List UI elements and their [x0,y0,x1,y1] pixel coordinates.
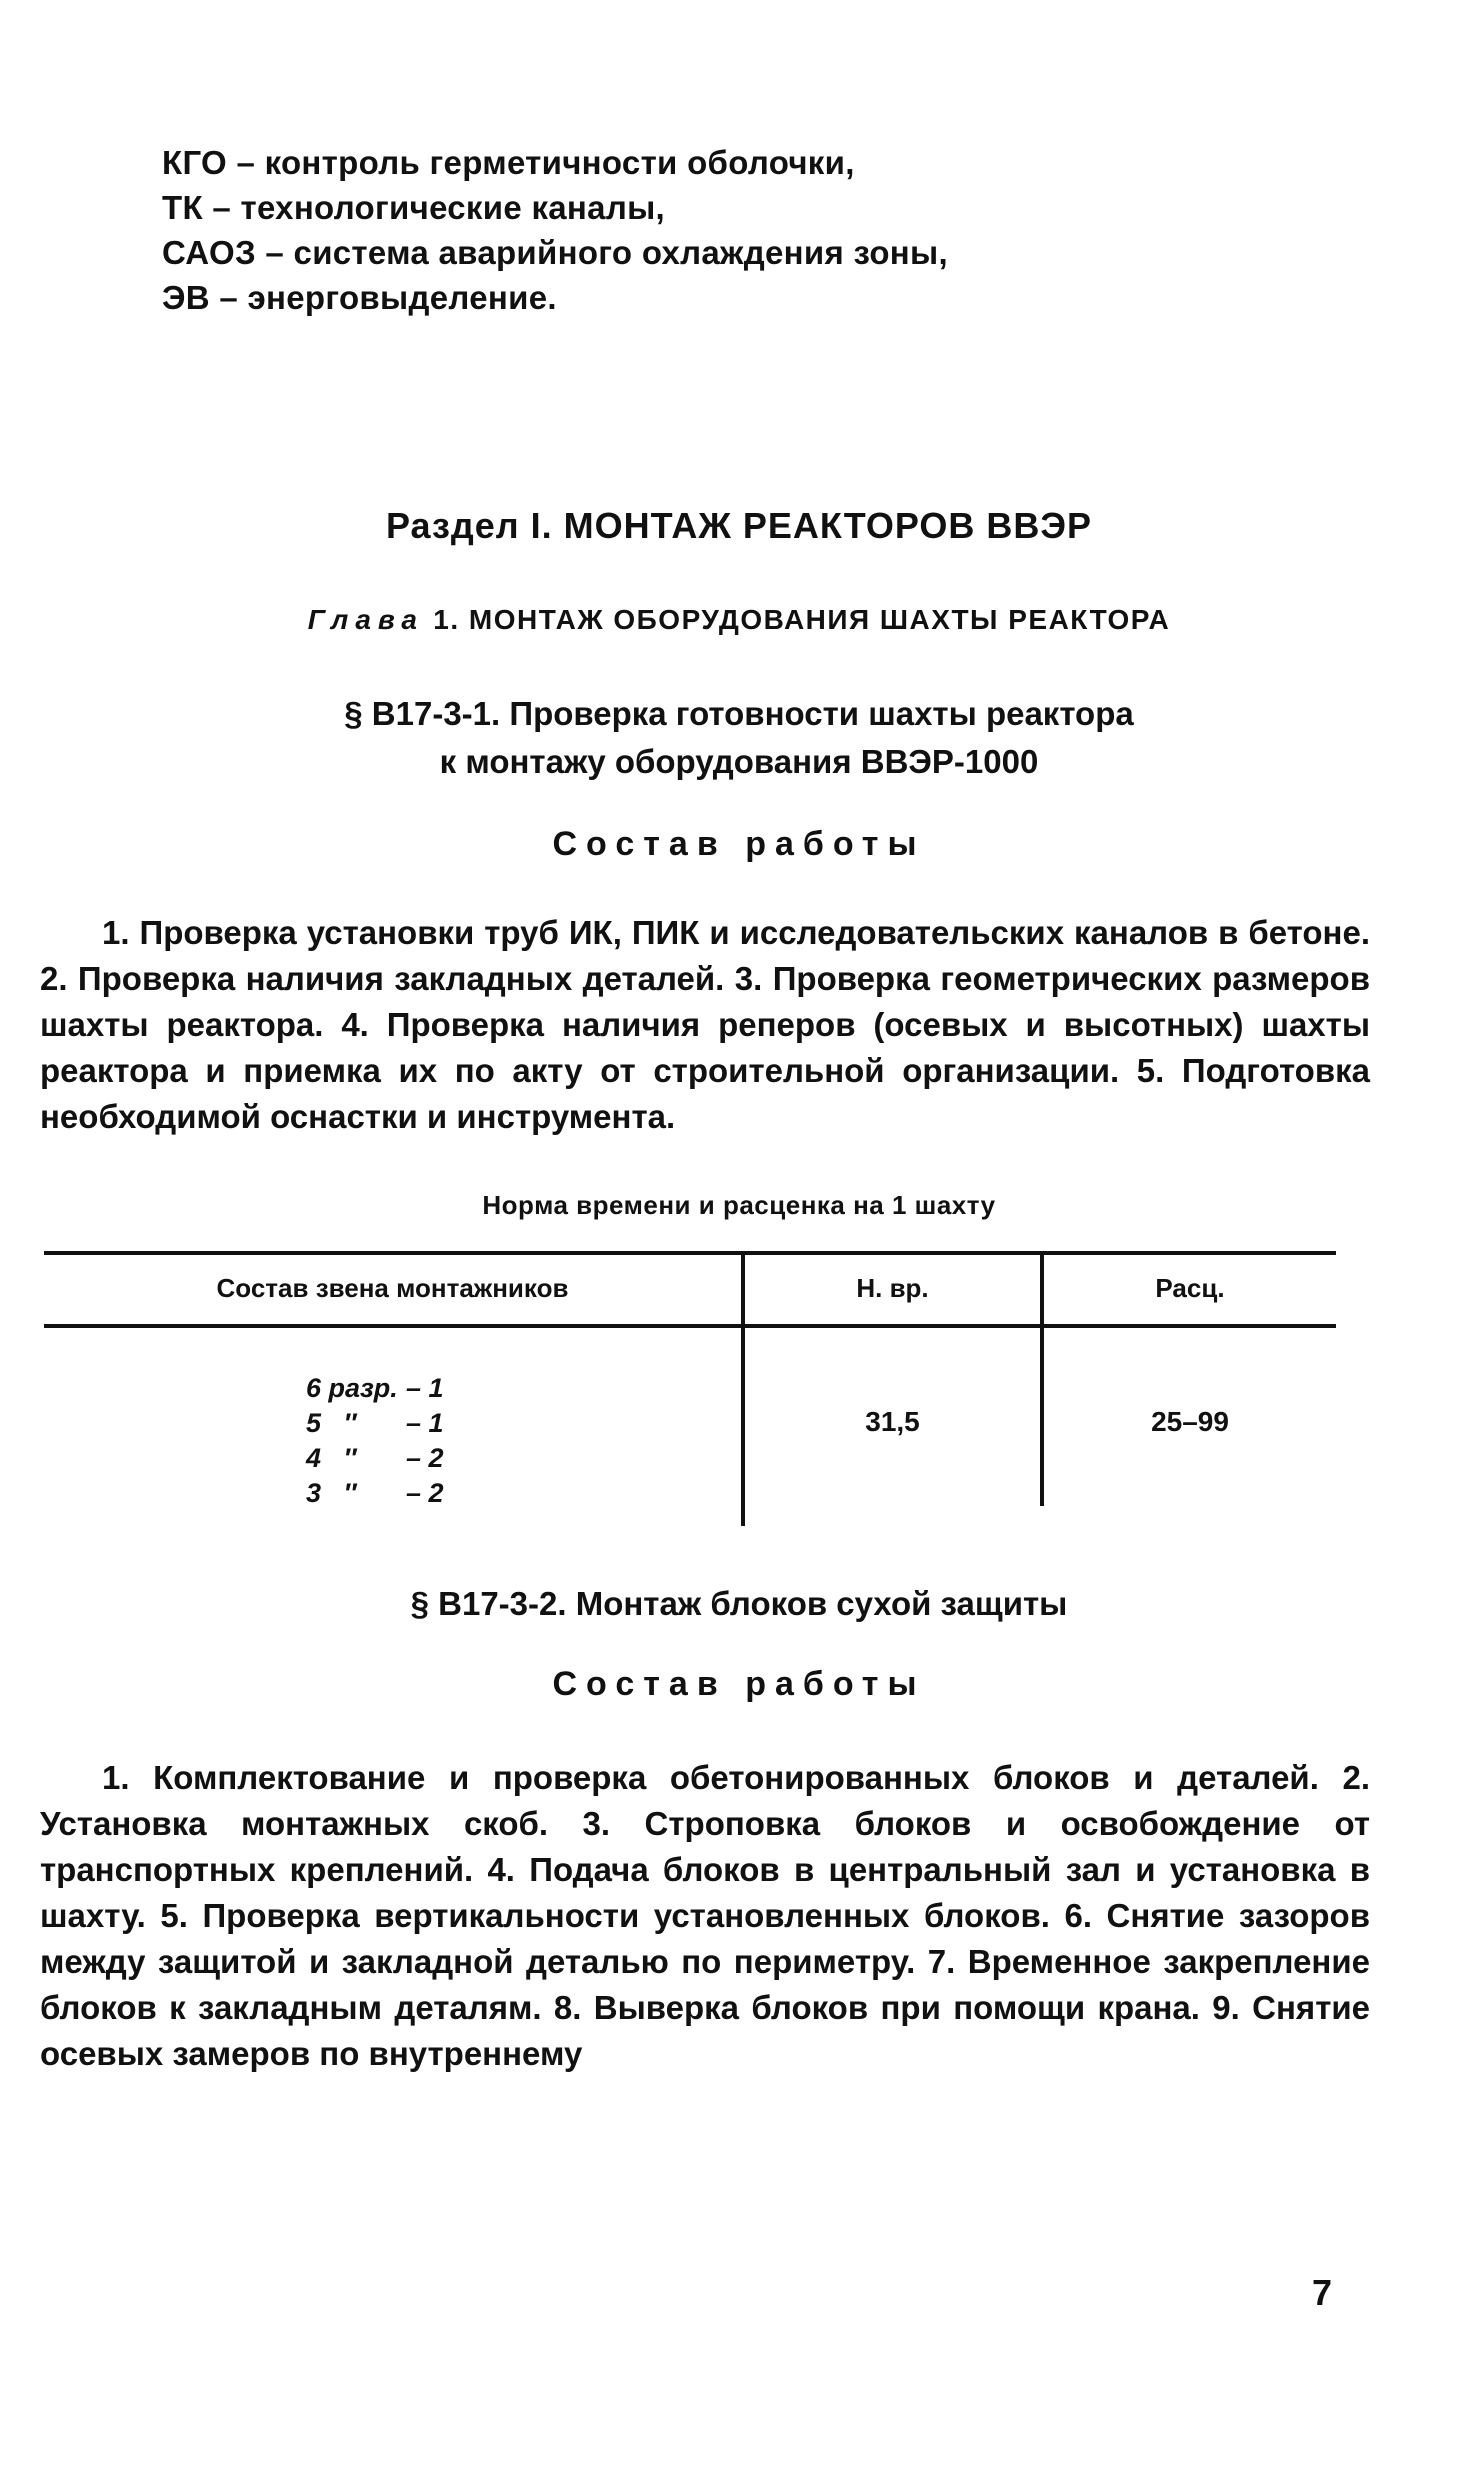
crew-rank: 6 разр. [306,1373,398,1403]
header-time-norm: Н. вр. [856,1273,929,1303]
crew-count: – 2 [406,1478,444,1508]
table-caption: Норма времени и расценка на 1 шахту [482,1190,996,1220]
paragraph-1-title-line-1: § В17-3-1. Проверка готовности шахты реактора [344,695,1134,732]
abbreviation-list [162,140,948,320]
chapter-label: Глава [307,604,425,635]
crew-rank: 3 ″ [306,1478,357,1508]
abbreviation-item: КГО – контроль герметичности оболочки, [162,144,855,181]
work-composition-paragraph: 1. Комплектование и проверка обетонированных блоков и деталей. 2. Установка монтажных скоб. 3. Строповка блоков и освобождение от транспортных креплений. 4. Подача блоков в центральный зал и установка в шахту. 5. Проверка вертикальности установленных блоков. 6. Снятие зазоров между защитой и закладной деталью по периметру. 7. Временное закрепление блоков к закладным деталям. 8. Выверка блоков при помощи крана. 9. Снятие осевых замеров по внутреннему [40,1759,1370,2072]
paragraph-1-title [0,690,1478,786]
work-composition-paragraph: 1. Проверка установки труб ИК, ПИК и исследовательских каналов в бетоне. 2. Проверка наличия закладных деталей. 3. Проверка геометрических размеров шахты реактора. 4. Проверка наличия реперов (осевых и высотных) шахты реактора и приемка их по акту от строительной организации. 5. Подготовка необходимой оснастки и инструмента. [40,914,1370,1135]
header-rate: Расц. [1155,1273,1225,1303]
table-top-rule [44,1251,1336,1255]
work-composition-text-1 [40,910,1370,1140]
crew-count: – 1 [406,1373,444,1403]
table-header-rule [44,1324,1336,1328]
work-composition-text-2 [40,1755,1370,2077]
crew-composition [306,1371,444,1511]
crew-count: – 2 [406,1443,444,1473]
abbreviation-item: ТК – технологические каналы, [162,189,666,226]
composition-heading-1: Состав работы [552,825,926,863]
composition-heading-2: Состав работы [552,1665,926,1703]
crew-count: – 1 [406,1408,444,1438]
crew-row [306,1441,444,1476]
chapter-title [0,604,1478,636]
header-crew: Состав звена монтажников [216,1273,569,1303]
abbreviation-item: САОЗ – система аварийного охлаждения зоны, [162,234,948,271]
crew-rank: 4 ″ [306,1443,357,1473]
time-norm-value: 31,5 [865,1406,920,1437]
crew-row [306,1371,444,1406]
page-number: 7 [1312,2272,1333,2313]
crew-row [306,1406,444,1441]
section-title: Раздел I. МОНТАЖ РЕАКТОРОВ ВВЭР [385,505,1093,546]
crew-row [306,1476,444,1511]
paragraph-1-title-line-2: к монтажу оборудования ВВЭР-1000 [439,743,1039,780]
rate-value: 25–99 [1151,1406,1229,1437]
crew-rank: 5 ″ [306,1408,357,1438]
paragraph-2-title: § В17-3-2. Монтаж блоков сухой защиты [410,1585,1068,1622]
chapter-heading: 1. МОНТАЖ ОБОРУДОВАНИЯ ШАХТЫ РЕАКТОРА [433,604,1171,635]
abbreviation-item: ЭВ – энерговыделение. [162,279,557,316]
norm-table [44,1251,1336,1541]
